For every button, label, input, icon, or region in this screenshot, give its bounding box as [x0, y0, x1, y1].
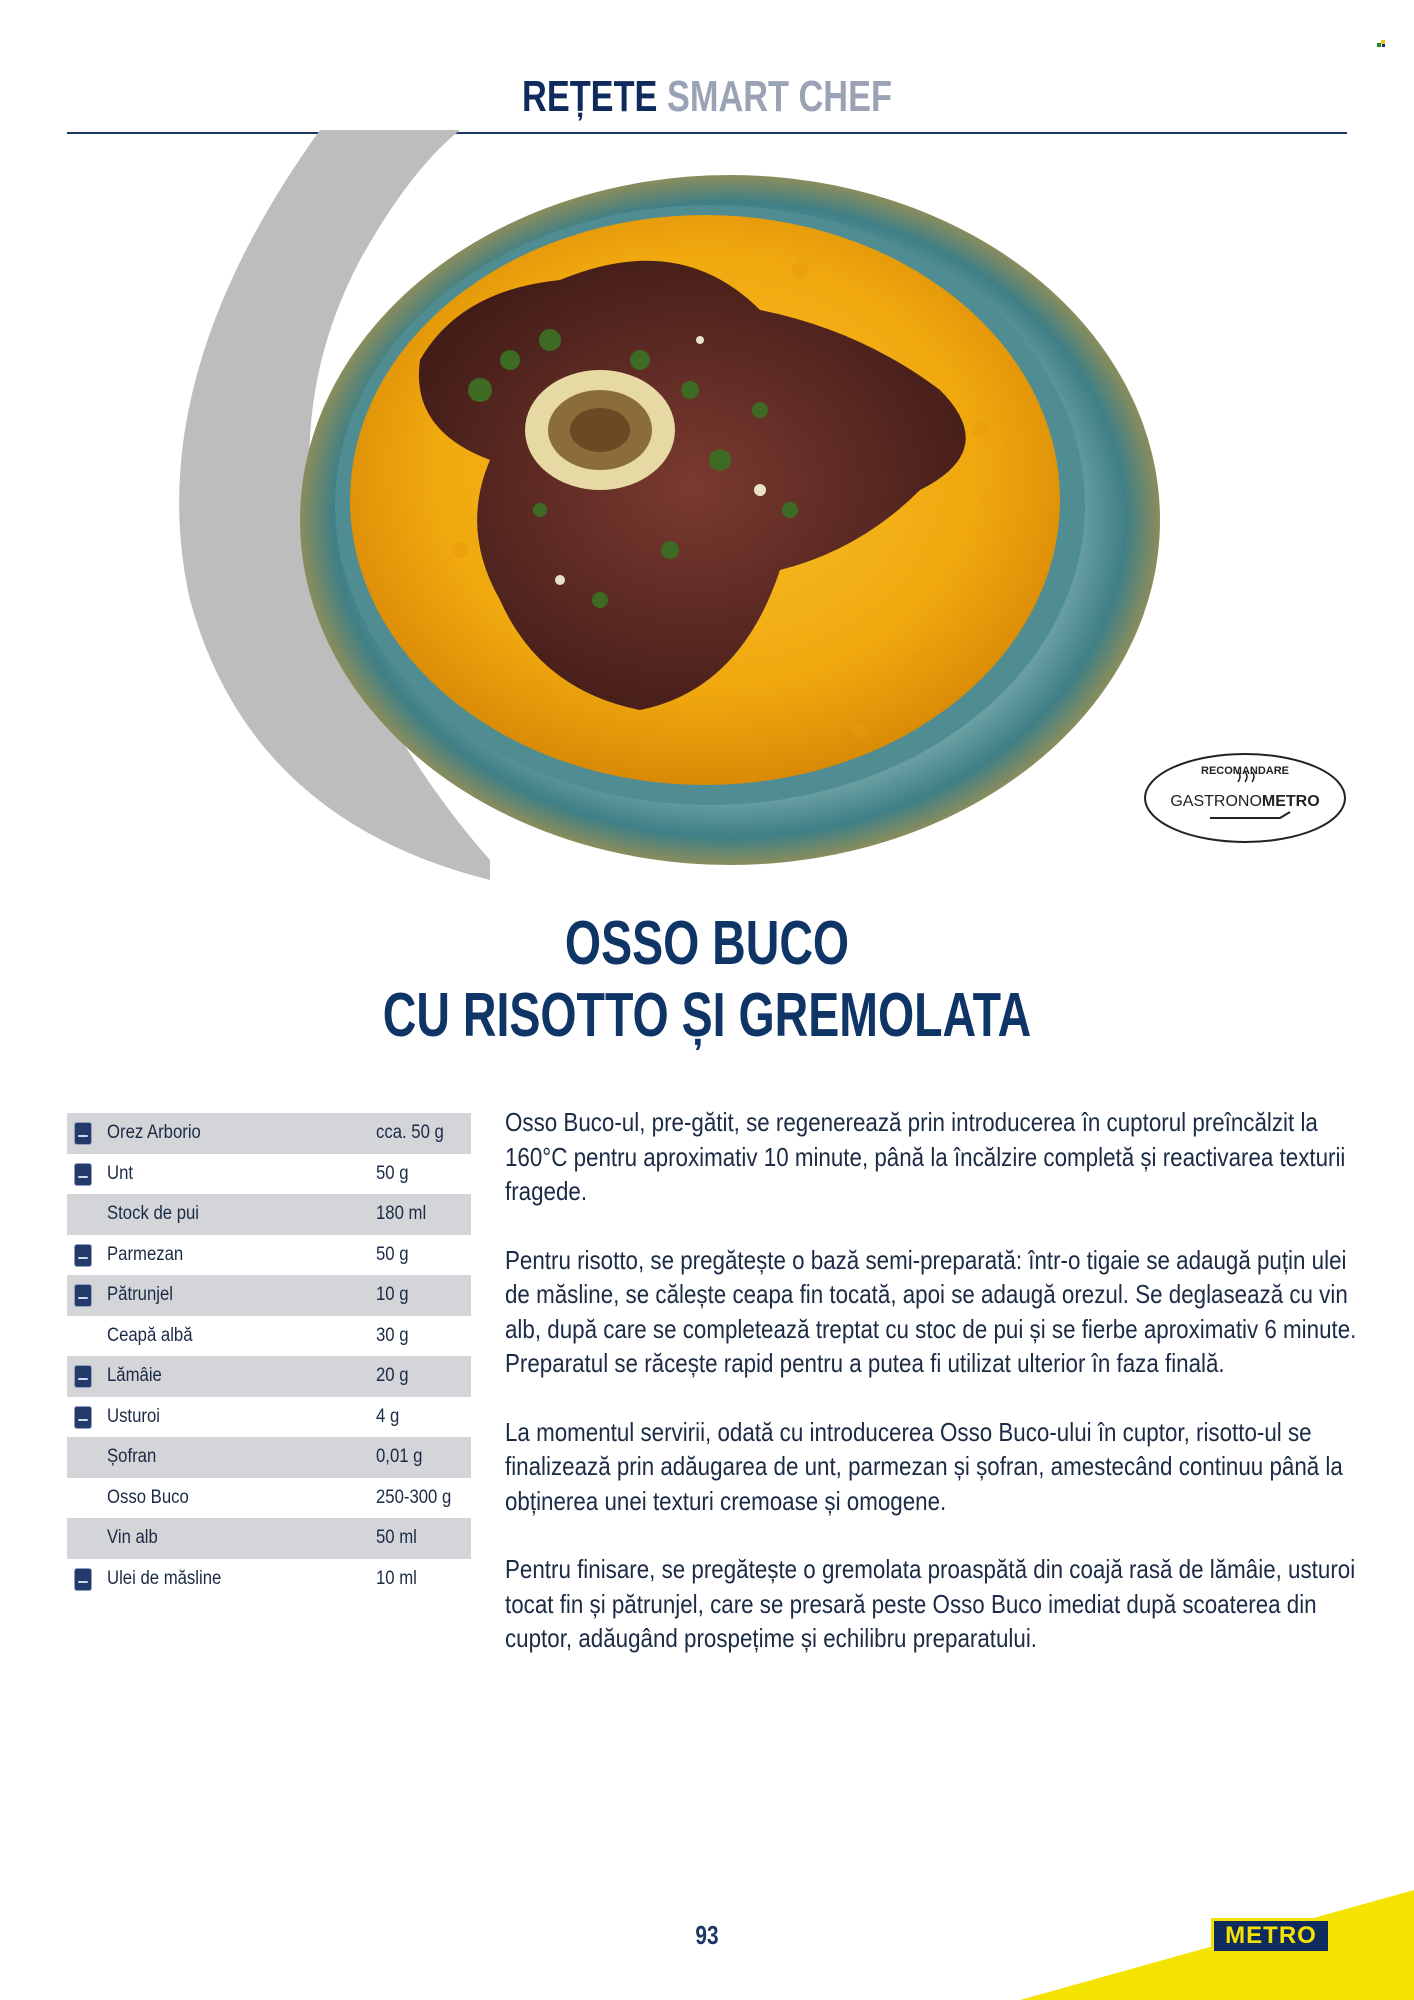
- ingredient-name: Unt: [107, 1162, 134, 1184]
- ingredient-row: [67, 1437, 471, 1478]
- smart-chef-logo-icon: [74, 1163, 92, 1186]
- ingredient-name: Parmezan: [107, 1243, 184, 1265]
- ingredient-qty: cca. 50 g: [376, 1122, 444, 1144]
- recipe-title-line2: CU RISOTTO ȘI GREMOLATA: [382, 981, 1032, 1050]
- ingredient-name: Șofran: [107, 1446, 157, 1468]
- ingredient-qty: 0,01 g: [376, 1446, 423, 1468]
- step-paragraph-3: La momentul servirii, odată cu introducerea Osso Buco-ului în cuptor, risotto-ul se finalizează prin adăugarea de unt, parmezan și șofran, amestecând continuu până la obținerea unei texturi cremoase și omogene.: [505, 1416, 1343, 1516]
- smart-chef-logo-icon: [74, 1244, 92, 1267]
- ingredient-name: Stock de pui: [107, 1203, 200, 1225]
- ingredient-qty: 10 ml: [376, 1567, 417, 1589]
- step-paragraph-1: Osso Buco-ul, pre-gătit, se regenerează prin introducerea în cuptorul preîncălzit la 160°C pentru aproximativ 10 minute, până la încălzire completă și reactivarea texturii fragede.: [505, 1107, 1346, 1206]
- dish-photo: [160, 130, 1180, 880]
- step-paragraph-4: Pentru finisare, se pregătește o gremolata proaspătă din coajă rasă de lămâie, usturoi tocat fin și pătrunjel, care se presară peste Osso Buco imediat după scoaterea din cuptor, adăugând prospețime și echilibru preparatului.: [505, 1554, 1356, 1653]
- smart-chef-logo-icon: [74, 1365, 92, 1388]
- ingredient-qty: 250-300 g: [376, 1486, 452, 1508]
- ingredient-name: Ceapă albă: [107, 1324, 193, 1346]
- header-title-part2: SMART CHEF: [666, 72, 892, 121]
- ingredient-qty: 180 ml: [376, 1203, 427, 1225]
- ingredient-row: [67, 1356, 471, 1397]
- smart-chef-logo-icon: [74, 1406, 92, 1429]
- corner-mark-icon: [1377, 39, 1387, 49]
- header-title-part1: REȚETE: [522, 72, 658, 121]
- ingredient-qty: 20 g: [376, 1365, 409, 1387]
- badge-line1: RECOMANDARE: [1201, 765, 1289, 777]
- ingredient-name: Lămâie: [107, 1365, 162, 1387]
- preparation-steps: [505, 1105, 1365, 1690]
- smart-chef-logo-icon: [74, 1122, 92, 1145]
- ingredient-row: [67, 1518, 471, 1559]
- ingredient-name: Vin alb: [107, 1527, 158, 1549]
- ingredient-row: [67, 1113, 471, 1154]
- ingredient-qty: 10 g: [376, 1284, 409, 1306]
- svg-text:GASTRONOMETRO: [1170, 793, 1319, 810]
- step-paragraph-2: Pentru risotto, se pregătește o bază semi-preparată: într-o tigaie se adaugă puțin ulei de măsline, se călește ceapa fin tocată, apoi se adaugă orezul. Se deglasează cu vin alb, după care se completează treptat cu stoc de pui și se fierbe aproximativ 6 minute. Preparatul se răcește rapid pentru a putea fi utilizat ulterior în faza finală.: [505, 1244, 1357, 1378]
- smart-chef-logo-icon: [74, 1284, 92, 1307]
- ingredient-row: [67, 1397, 471, 1438]
- ingredient-name: Osso Buco: [107, 1486, 189, 1508]
- ingredient-row: [67, 1235, 471, 1276]
- ingredient-qty: 50 ml: [376, 1527, 417, 1549]
- ingredient-row: [67, 1316, 471, 1357]
- smart-chef-logo-icon: [74, 1568, 92, 1591]
- ingredients-table: [67, 1113, 471, 1599]
- badge-line2-part2: METRO: [1261, 793, 1320, 810]
- ingredient-name: Pătrunjel: [107, 1284, 173, 1306]
- ingredient-row: [67, 1478, 471, 1519]
- ingredient-qty: 30 g: [376, 1324, 409, 1346]
- ingredient-row: [67, 1559, 471, 1600]
- recipe-title-line1: OSSO BUCO: [564, 909, 850, 978]
- ingredient-row: [67, 1154, 471, 1195]
- ingredient-qty: 4 g: [376, 1405, 400, 1427]
- metro-logo: METRO: [1211, 1918, 1331, 1954]
- ingredient-row: [67, 1275, 471, 1316]
- page-number: 93: [695, 1920, 719, 1950]
- ingredient-name: Orez Arborio: [107, 1122, 201, 1144]
- section-header: [156, 72, 1259, 122]
- gastronometro-badge: [1140, 748, 1350, 848]
- ingredient-row: [67, 1194, 471, 1235]
- ingredient-qty: 50 g: [376, 1162, 409, 1184]
- badge-line2-part1: GASTRONO: [1170, 793, 1262, 810]
- ingredient-name: Usturoi: [107, 1405, 160, 1427]
- ingredient-qty: 50 g: [376, 1243, 409, 1265]
- ingredient-name: Ulei de măsline: [107, 1567, 222, 1589]
